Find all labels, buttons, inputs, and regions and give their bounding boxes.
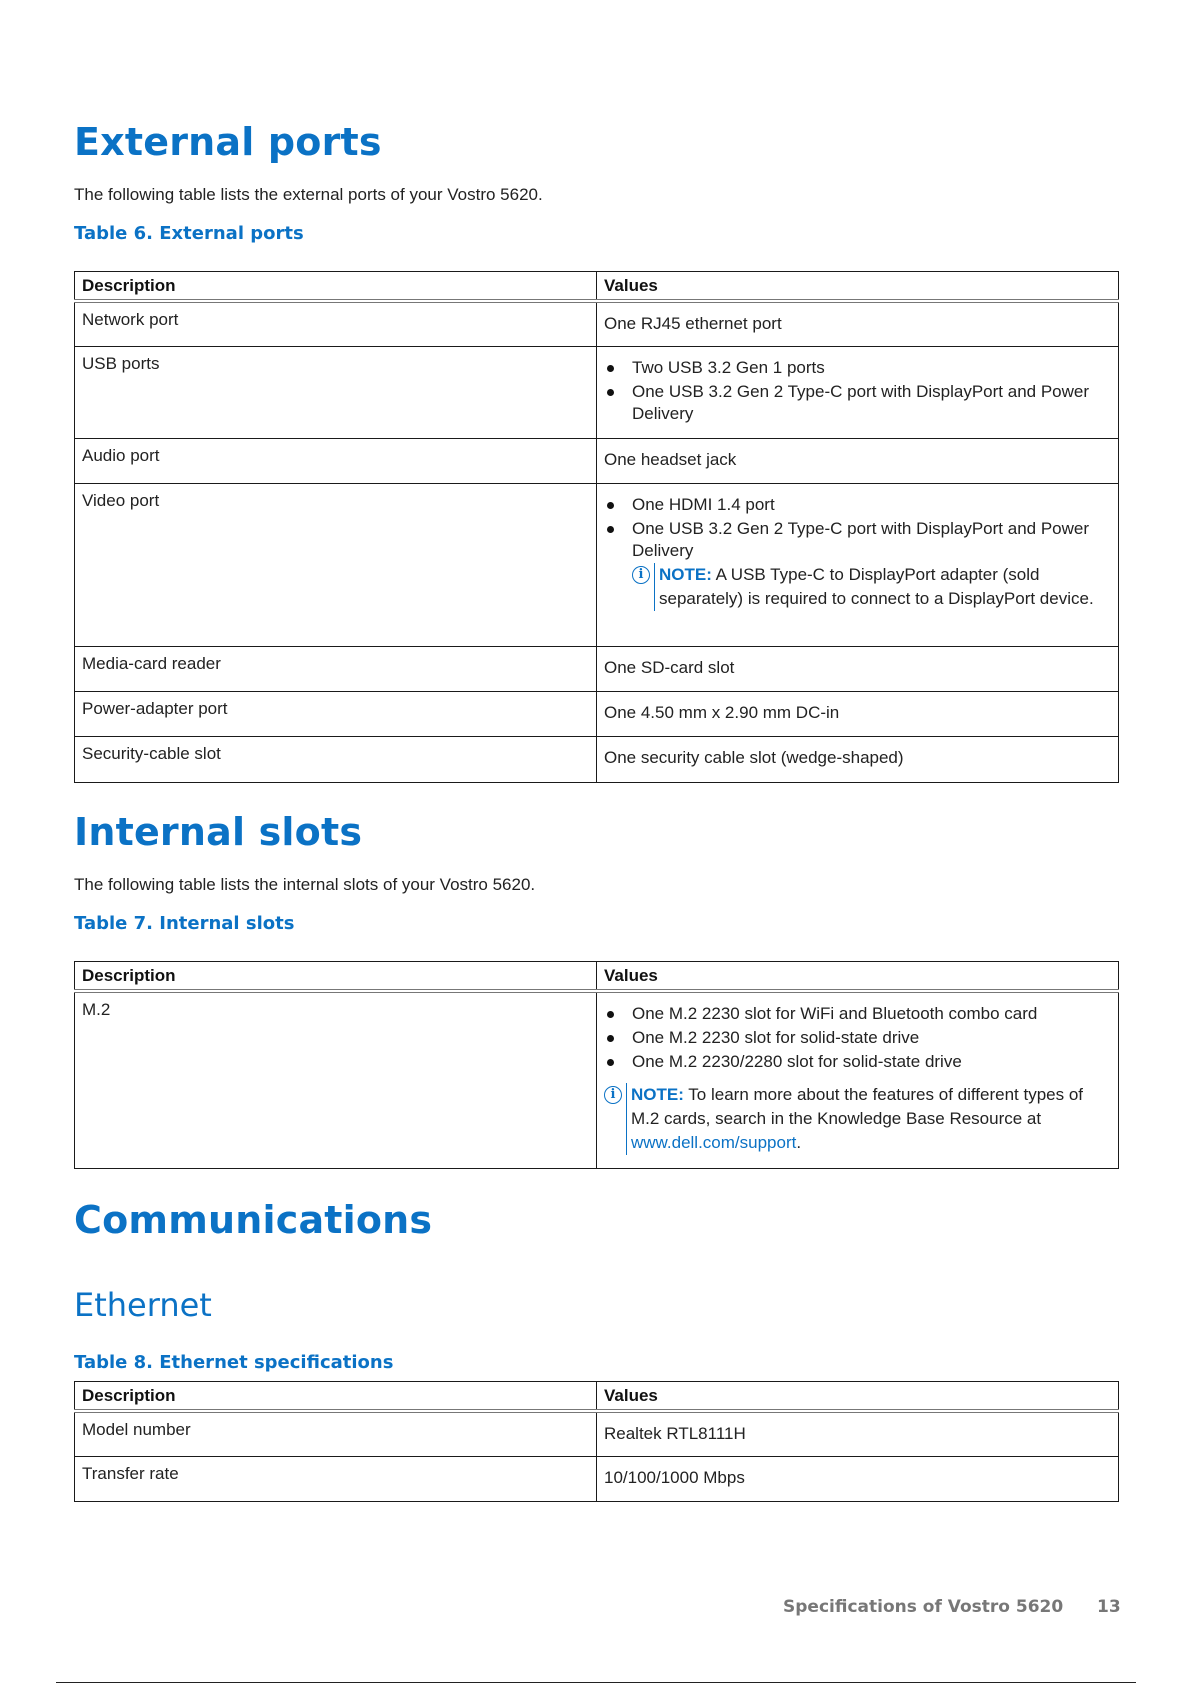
intro-internal-slots: The following table lists the internal slots of your Vostro 5620.	[74, 875, 536, 894]
row-description: USB ports	[75, 346, 597, 438]
list-item-text: One USB 3.2 Gen 2 Type-C port with DisplayPort and Power Delivery	[632, 518, 1090, 560]
heading-internal-slots: Internal slots	[74, 810, 363, 854]
bullet-list	[604, 1003, 1111, 1073]
header-description: Description	[75, 1382, 597, 1412]
row-value: 10/100/1000 Mbps	[597, 1456, 1119, 1501]
heading-external-ports: External ports	[74, 120, 382, 164]
row-description: Model number	[75, 1411, 597, 1456]
table-row	[75, 691, 1119, 736]
note-end: .	[796, 1133, 802, 1152]
table-row	[75, 483, 1119, 646]
header-description: Description	[75, 962, 597, 992]
row-description: Audio port	[75, 438, 597, 483]
note	[632, 563, 1111, 611]
header-values: Values	[597, 1382, 1119, 1412]
list-item: One M.2 2230/2280 slot for solid-state drive	[604, 1051, 1111, 1073]
row-description: Video port	[75, 483, 597, 646]
table-row	[75, 438, 1119, 483]
row-description: M.2	[75, 991, 597, 1168]
table-row	[75, 301, 1119, 346]
external-ports-table	[74, 271, 1119, 783]
note	[604, 1083, 1111, 1155]
page-number: 13	[1097, 1597, 1121, 1617]
table-header-row	[75, 1382, 1119, 1412]
row-value	[597, 991, 1119, 1168]
table-row	[75, 736, 1119, 782]
bullet-list	[604, 494, 1111, 611]
caption-table-6: Table 6. External ports	[74, 223, 304, 244]
header-description: Description	[75, 272, 597, 302]
table-row	[75, 646, 1119, 691]
list-item: One M.2 2230 slot for solid-state drive	[604, 1027, 1111, 1049]
row-description: Power-adapter port	[75, 691, 597, 736]
row-value: One 4.50 mm x 2.90 mm DC-in	[597, 691, 1119, 736]
heading-communications: Communications	[74, 1198, 433, 1242]
note-label: NOTE:	[631, 1085, 684, 1104]
note-label: NOTE:	[659, 564, 712, 584]
footer-title: Specifications of Vostro 5620	[783, 1597, 1064, 1617]
table-row	[75, 991, 1119, 1168]
support-link[interactable]: www.dell.com/support	[631, 1133, 797, 1152]
header-values: Values	[597, 272, 1119, 302]
caption-table-7: Table 7. Internal slots	[74, 913, 295, 934]
list-item: One USB 3.2 Gen 2 Type-C port with DisplayPort and Power Delivery	[604, 381, 1111, 425]
list-item: Two USB 3.2 Gen 1 ports	[604, 357, 1111, 379]
header-values: Values	[597, 962, 1119, 992]
intro-external-ports: The following table lists the external ports of your Vostro 5620.	[74, 185, 543, 204]
row-description: Network port	[75, 301, 597, 346]
table-row	[75, 1456, 1119, 1501]
row-value: One RJ45 ethernet port	[597, 301, 1119, 346]
bottom-rule	[56, 1682, 1136, 1683]
table-row	[75, 346, 1119, 438]
internal-slots-table	[74, 961, 1119, 1169]
table-header-row	[75, 272, 1119, 302]
list-item: One HDMI 1.4 port	[604, 494, 1111, 516]
row-description: Security-cable slot	[75, 736, 597, 782]
list-item: One M.2 2230 slot for WiFi and Bluetooth combo card	[604, 1003, 1111, 1025]
row-value	[597, 346, 1119, 438]
caption-table-8: Table 8. Ethernet specifications	[74, 1352, 394, 1373]
info-circle-icon: i	[604, 1086, 622, 1104]
note-text: To learn more about the features of different types of M.2 cards, search in the Knowledge Base Resource at	[631, 1085, 1084, 1128]
row-value: Realtek RTL8111H	[597, 1411, 1119, 1456]
row-value: One security cable slot (wedge-shaped)	[597, 736, 1119, 782]
row-description: Media-card reader	[75, 646, 597, 691]
ethernet-table	[74, 1381, 1119, 1502]
note-body	[654, 563, 1111, 611]
table-row	[75, 1411, 1119, 1456]
info-circle-icon: i	[632, 566, 650, 584]
table-header-row	[75, 962, 1119, 992]
note-text: A USB Type-C to DisplayPort adapter (sold separately) is required to connect to a DisplayPort device.	[659, 564, 1094, 608]
list-item	[604, 518, 1111, 611]
bullet-list	[604, 357, 1111, 425]
note-body	[626, 1083, 1111, 1155]
row-value: One headset jack	[597, 438, 1119, 483]
subheading-ethernet: Ethernet	[74, 1286, 212, 1324]
row-value: One SD-card slot	[597, 646, 1119, 691]
row-description: Transfer rate	[75, 1456, 597, 1501]
row-value	[597, 483, 1119, 646]
